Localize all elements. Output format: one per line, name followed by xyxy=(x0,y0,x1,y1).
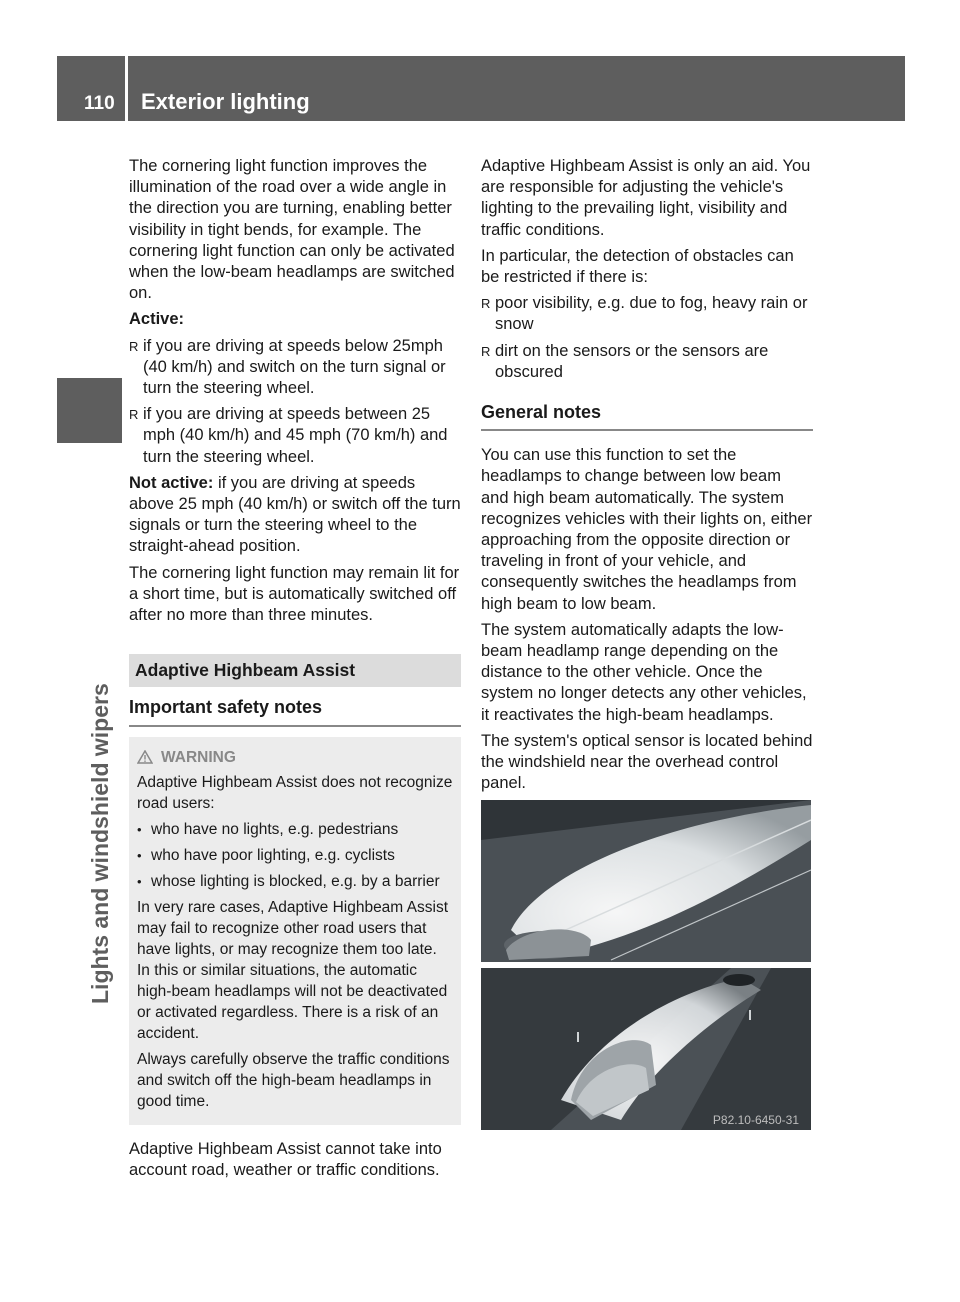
general-paragraph: The system's optical sensor is located behind the windshield near the overhead control panel. xyxy=(481,731,813,793)
list-item xyxy=(129,336,461,400)
page-title: Exterior lighting xyxy=(141,89,310,114)
warning-box xyxy=(129,737,461,1125)
left-column xyxy=(129,156,461,1186)
warning-title-row xyxy=(137,747,453,768)
not-active-paragraph xyxy=(129,473,461,558)
warning-intro: Adaptive Highbeam Assist does not recognize road users: xyxy=(137,773,453,812)
general-paragraph: The system automatically adapts the low-beam headlamp range depending on the distance to the other vehicle. Once the system no longer detects any other vehicles, it reactivates the high-beam headlamps. xyxy=(481,620,807,724)
restrict-paragraph: In particular, the detection of obstacles can be restricted if there is: xyxy=(481,246,794,287)
bullet-icon: • xyxy=(137,847,142,863)
not-active-label: Not active: xyxy=(129,473,214,492)
header-separator xyxy=(125,56,128,121)
intro-paragraph: The cornering light function improves the illumination of the road over a wide angle in the direction you are turning, enabling better visibility in tight bends, for example. The cornering light function can only be activated when the low-beam headlamps are switched on. xyxy=(129,157,455,303)
right-column xyxy=(481,156,813,799)
list-item xyxy=(481,293,813,335)
general-paragraph: You can use this function to set the headlamps to change between low beam and high beam automatically. The system recognizes vehicles with their lights on, either approaching from the opposite direction or traveling in front of your vehicle, and consequently switches the headlamps from high beam to low beam. xyxy=(481,446,813,613)
side-tab-label: Lights and windshield wipers xyxy=(87,683,113,1004)
subheading: Important safety notes xyxy=(129,687,461,726)
bullet-icon: • xyxy=(137,821,142,837)
bullet-r-icon: R xyxy=(129,407,139,423)
warning-triangle-icon xyxy=(137,750,153,764)
general-notes-heading: General notes xyxy=(481,388,813,431)
list-item xyxy=(137,845,453,866)
not-active-text: if you are driving at speeds above 25 mph (40 km/h) or switch off the turn signals or turn the steering wheel to the straight-ahead position. xyxy=(129,473,461,556)
list-item xyxy=(137,871,453,892)
side-tab xyxy=(71,452,131,1012)
bullet-r-icon: R xyxy=(481,343,491,359)
highbeam-illustration xyxy=(481,800,811,1130)
outro-paragraph: Adaptive Highbeam Assist cannot take into account road, weather or traffic conditions. xyxy=(129,1139,442,1179)
bullet-r-icon: R xyxy=(129,338,139,354)
active-label: Active: xyxy=(129,310,185,329)
figure-code: P82.10-6450-31 xyxy=(712,1113,799,1127)
list-item xyxy=(137,819,453,840)
bullet-icon: • xyxy=(137,873,142,889)
list-item-text: who have poor lighting, e.g. cyclists xyxy=(151,846,395,864)
list-item-text: if you are driving at speeds between 25 mph (40 km/h) and 45 mph (70 km/h) and turn the steering wheel. xyxy=(143,405,448,466)
bullet-r-icon: R xyxy=(481,296,491,312)
page-number: 110 xyxy=(84,93,115,114)
warning-title: WARNING xyxy=(161,748,236,766)
list-item-text: dirt on the sensors or the sensors are obscured xyxy=(495,341,769,381)
list-item xyxy=(481,341,813,383)
aid-paragraph: Adaptive Highbeam Assist is only an aid. You are responsible for adjusting the vehicle's lighting to the prevailing light, visibility and traffic conditions. xyxy=(481,157,811,239)
side-tab-marker xyxy=(57,378,122,443)
remain-paragraph: The cornering light function may remain lit for a short time, but is automatically switched off after no more than three minutes. xyxy=(129,563,460,625)
section-heading: Adaptive Highbeam Assist xyxy=(129,654,461,687)
list-item xyxy=(129,404,461,468)
highbeam-illustration-graphic xyxy=(481,800,811,1130)
warning-paragraph: In very rare cases, Adaptive Highbeam Assist may fail to recognize other road users that have lights, or may recognize them too late. In this or similar situations, the automatic high-beam headlamps will not be deactivated or activated regardless. There is a risk of an accident. xyxy=(137,898,449,1042)
list-item-text: who have no lights, e.g. pedestrians xyxy=(151,820,399,838)
list-item-text: if you are driving at speeds below 25mph (40 km/h) and switch on the turn signal or turn the steering wheel. xyxy=(143,336,446,398)
list-item-text: poor visibility, e.g. due to fog, heavy rain or snow xyxy=(495,294,808,334)
warning-paragraph: Always carefully observe the traffic conditions and switch off the high-beam headlamps in good time. xyxy=(137,1050,450,1110)
list-item-text: whose lighting is blocked, e.g. by a barrier xyxy=(151,872,440,890)
